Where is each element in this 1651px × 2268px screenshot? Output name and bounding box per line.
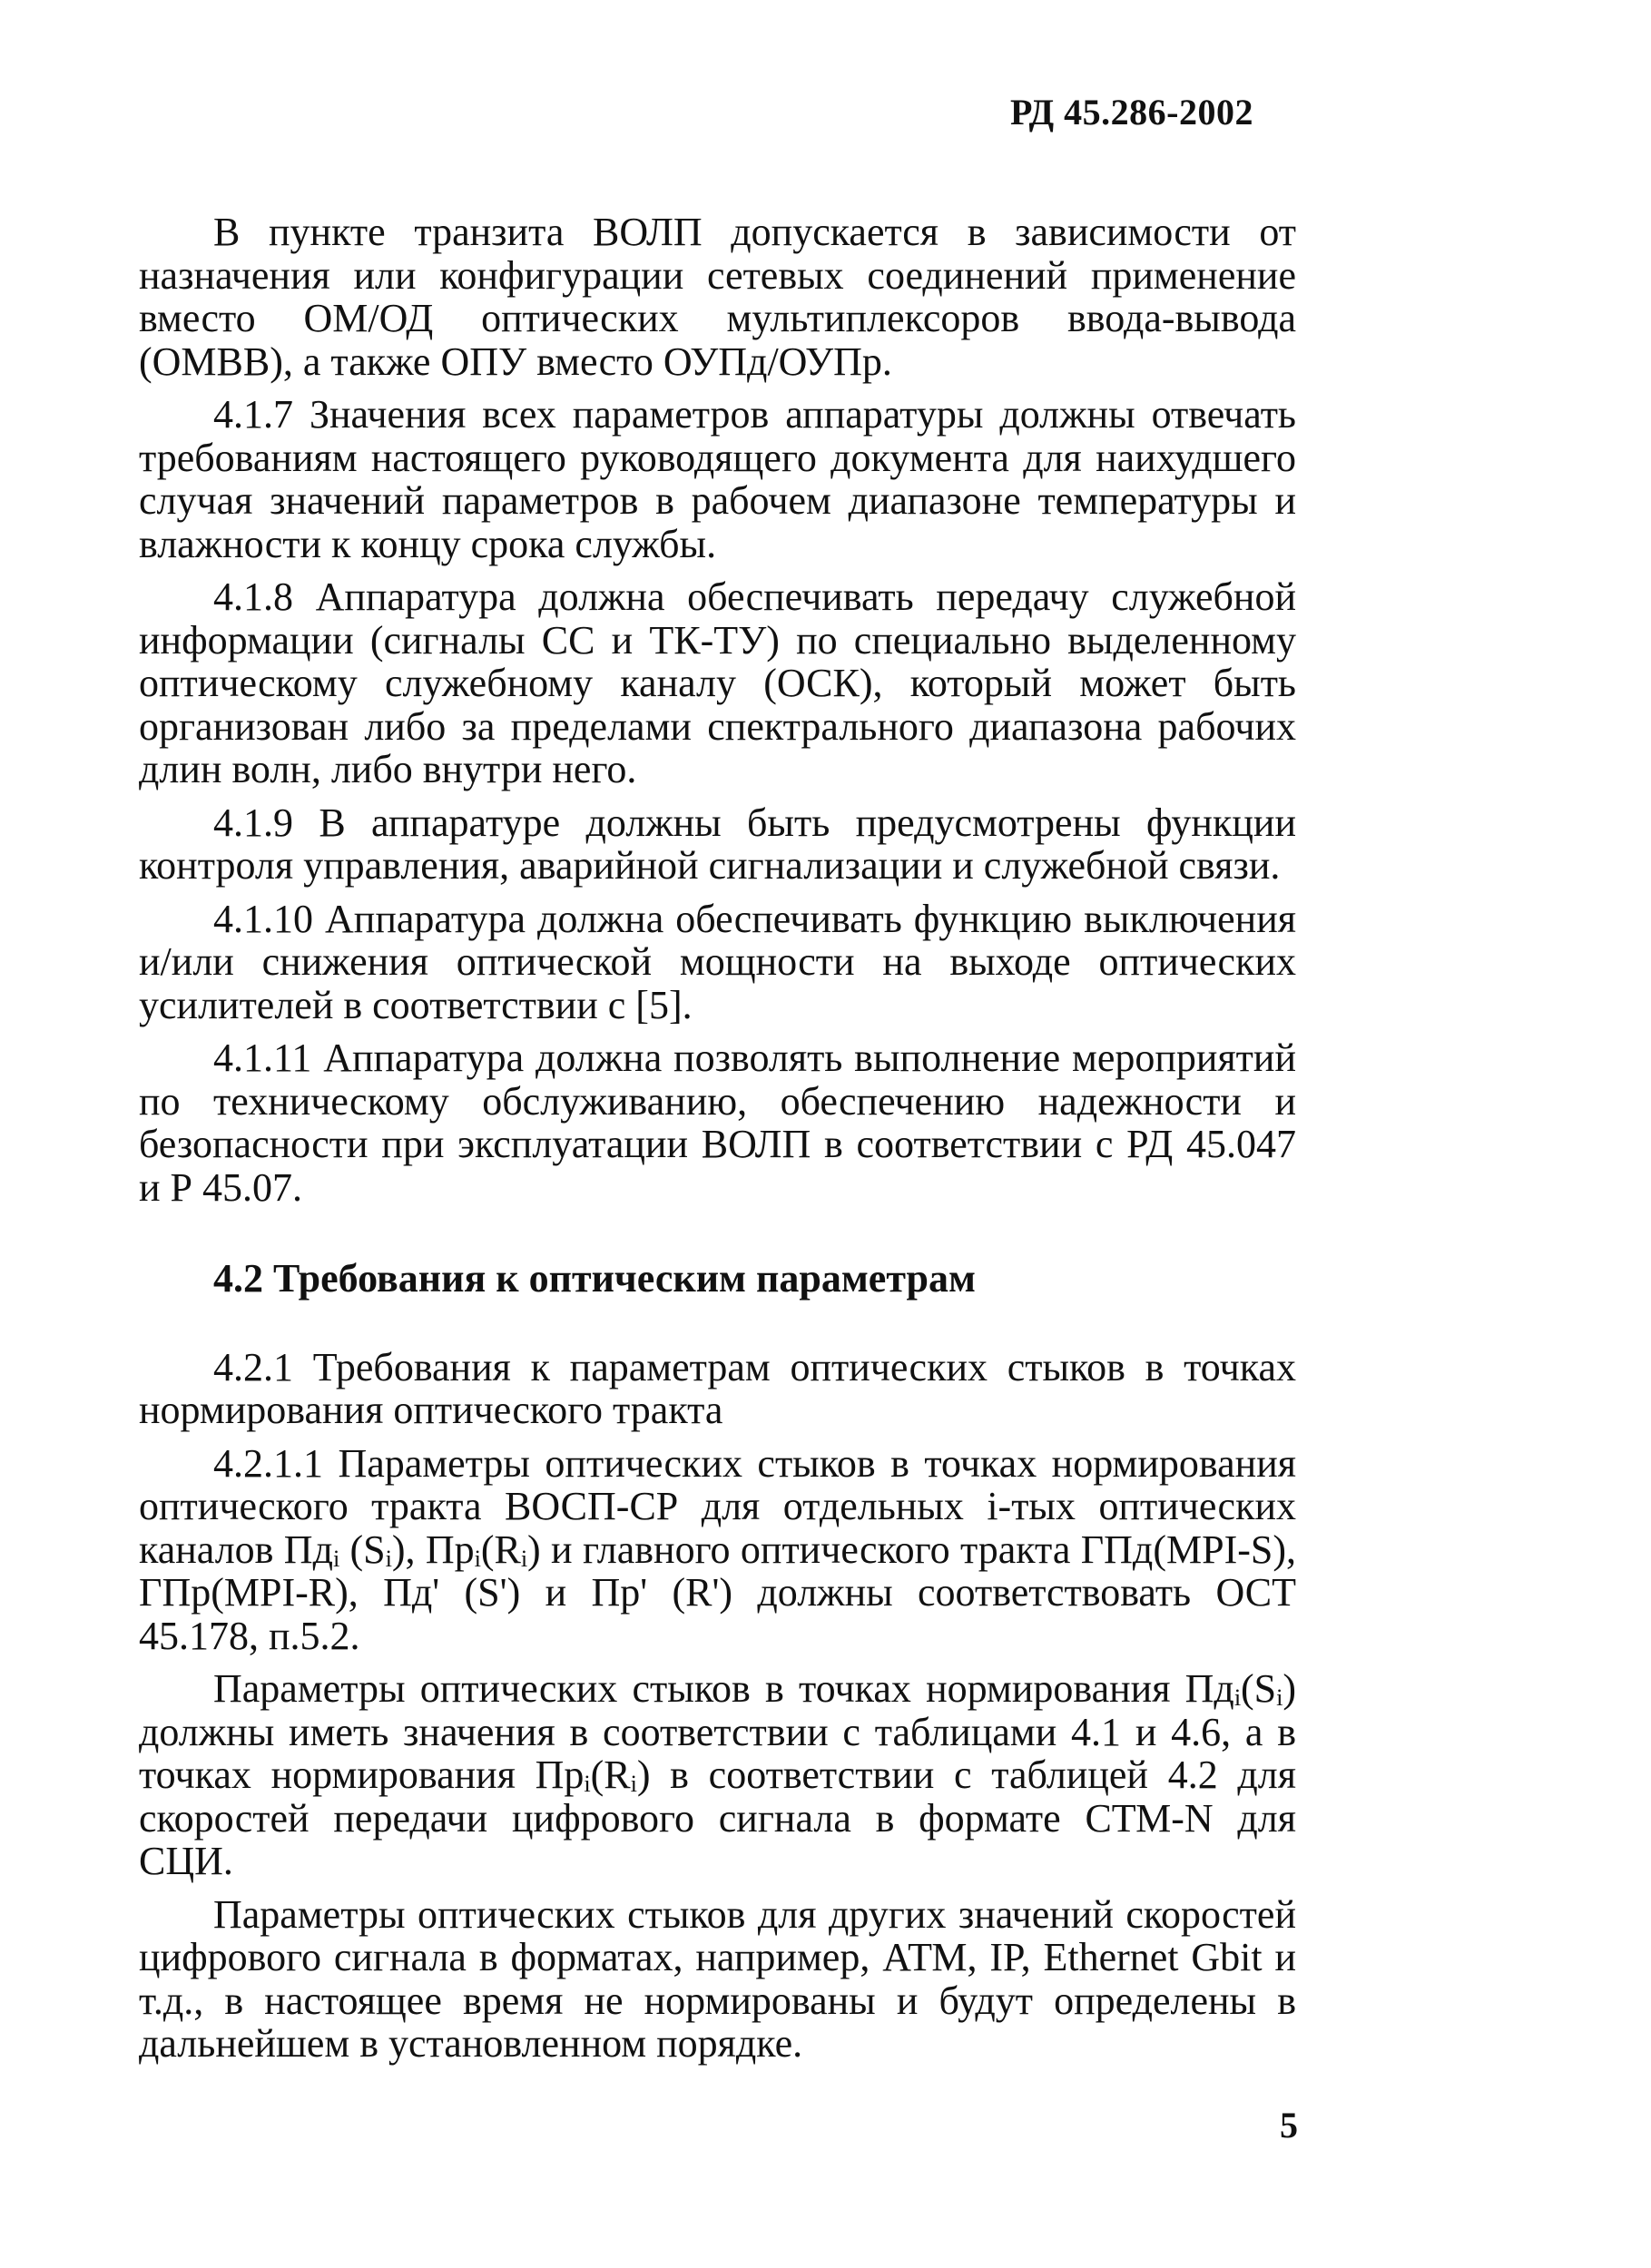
section-heading: 4.2 Требования к оптическим параметрам — [213, 1256, 976, 1301]
body-text — [139, 211, 1296, 2066]
paragraph-4-1-9: 4.1.9 В аппаратуре должны быть предусмотрены функции контроля управления, аварийной сигнализации и служебной связи. — [139, 800, 1296, 888]
paragraph-4-1-7: 4.1.7 Значения всех параметров аппаратуры должны отвечать требованиям настоящего руководящего документа для наихудшего случая значений параметров в рабочем диапазоне температуры и влажности к концу срока службы. — [139, 392, 1296, 566]
page-number: 5 — [1280, 2105, 1298, 2145]
paragraph-4-1-10: 4.1.10 Аппаратура должна обеспечивать функцию выключения и/или снижения оптической мощности на выходе оптических усилителей в соответствии с [5]. — [139, 896, 1296, 1027]
paragraph-4-1-8: 4.1.8 Аппаратура должна обеспечивать передачу служебной информации (сигналы СС и ТК-ТУ) по специально выделенному оптическому служебному каналу (ОСК), который может быть организован либо за пределами спектрального диапазона рабочих длин волн, либо внутри него. — [139, 574, 1296, 791]
paragraph-interface-values: Параметры оптических стыков в точках нормирования Пдᵢ(Sᵢ) должны иметь значения в соответствии с таблицами 4.1 и 4.6, а в точках нормирования Прᵢ(Rᵢ) в соответствии с таблицей 4.2 для скоростей передачи цифрового сигнала в формате СТМ-N для СЦИ. — [139, 1666, 1296, 1883]
document-code: РД 45.286-2002 — [1010, 92, 1253, 133]
paragraph-other-rates: Параметры оптических стыков для других значений скоростей цифрового сигнала в форматах, например, АТМ, IP, Ethernet Gbit и т.д., в настоящее время не нормированы и будут определены в дальнейшем в установленном порядке. — [139, 1891, 1296, 2066]
paragraph-transit: В пункте транзита ВОЛП допускается в зависимости от назначения или конфигурации сетевых соединений применение вместо ОМ/ОД оптических мультиплексоров ввода-вывода (ОМВВ), а также ОПУ вместо ОУПд/ОУПр. — [139, 210, 1296, 384]
paragraph-4-2-1: 4.2.1 Требования к параметрам оптических стыков в точках нормирования оптического тракта — [139, 1344, 1296, 1432]
paragraph-4-2-1-1: 4.2.1.1 Параметры оптических стыков в точках нормирования оптического тракта ВОСП-СР для отдельных i-тых оптических каналов Пдᵢ (Sᵢ), Прᵢ(Rᵢ) и главного оптического тракта ГПд(MPI-S), ГПр(MPI-R), Пд' (S') и Пр' (R') должны соответствовать ОСТ 45.178, п.5.2. — [139, 1440, 1296, 1658]
paragraph-4-1-11: 4.1.11 Аппаратура должна позволять выполнение мероприятий по техническому обслуживанию, обеспечению надежности и безопасности при эксплуатации ВОЛП в соответствии с РД 45.047 и Р 45.07. — [139, 1036, 1296, 1210]
